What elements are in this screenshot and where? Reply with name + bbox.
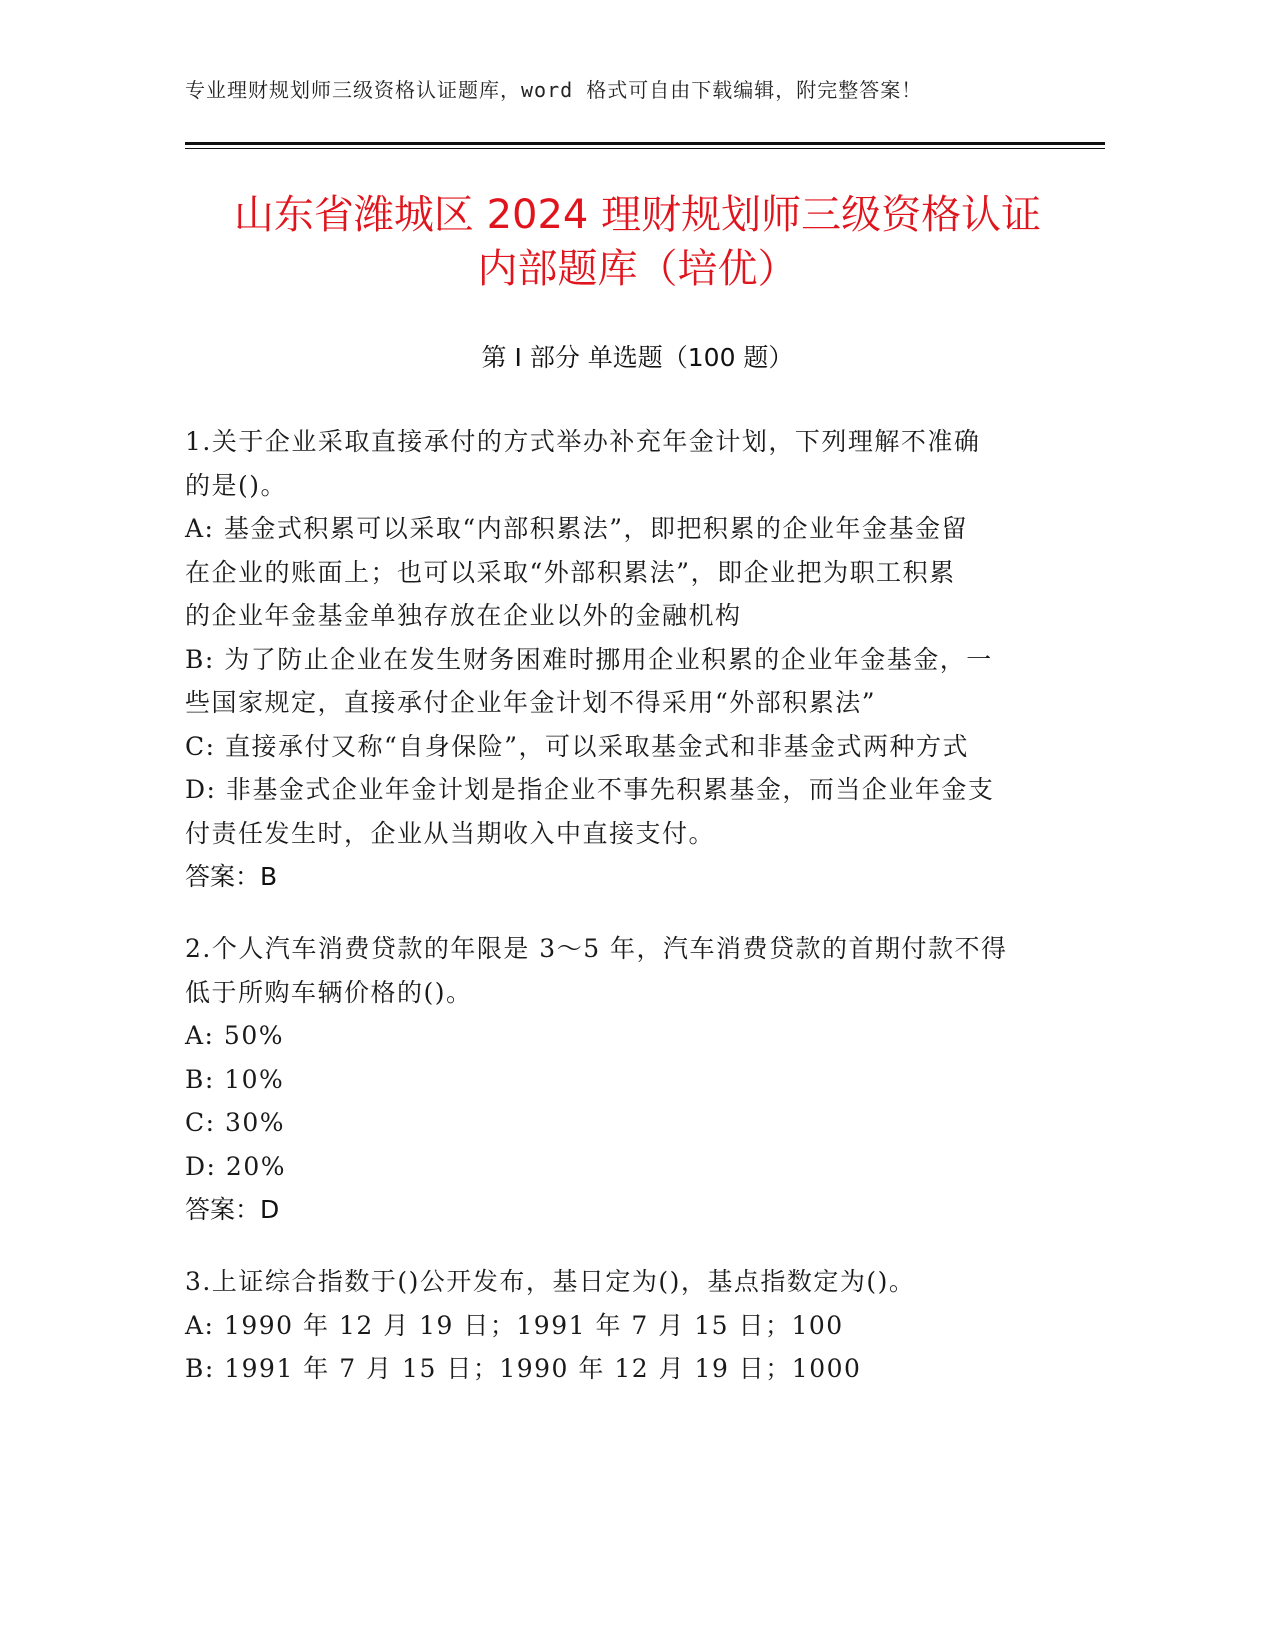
question-1-option-line-3: 的企业年金基金单独存放在企业以外的金融机构 [185, 601, 742, 630]
question-2-option-c: C: 30% [185, 1108, 286, 1137]
question-1-option-line-8: 付责任发生时，企业从当期收入中直接支付。 [185, 818, 716, 848]
question-1-answer: 答案：B [185, 862, 278, 891]
document-title [150, 188, 1125, 296]
question-2-option-a: A: 50% [185, 1021, 284, 1050]
question-1-stem-line-1: 1.关于企业采取直接承付的方式举办补充年金计划，下列理解不准确 [185, 427, 981, 456]
question-3 [185, 1260, 1065, 1391]
header-rule-thick [185, 142, 1105, 145]
question-1-option-line-1: A: 基金式积累可以采取“内部积累法”，即把积累的企业年金基金留 [185, 514, 968, 543]
header-rule-thin [185, 148, 1105, 149]
question-2 [185, 927, 1065, 1232]
question-2-stem-line-2: 低于所购车辆价格的()。 [185, 977, 473, 1007]
question-2-option-b: B: 10% [185, 1064, 285, 1094]
question-1 [185, 420, 1065, 899]
question-1-option-line-6: C: 直接承付又称“自身保险”，可以采取基金式和非基金式两种方式 [185, 731, 970, 761]
question-2-answer: 答案：D [185, 1195, 280, 1224]
question-3-stem-line-1: 3.上证综合指数于()公开发布，基日定为()，基点指数定为()。 [185, 1267, 916, 1296]
question-1-option-line-2: 在企业的账面上；也可以采取“外部积累法”，即企业把为职工积累 [185, 557, 956, 587]
question-3-option-a: A: 1990 年 12 月 19 日；1991 年 7 月 15 日；100 [185, 1310, 844, 1340]
section-heading: 第 I 部分 单选题（100 题） [481, 343, 794, 372]
document-title-line-2: 内部题库（培优） [477, 246, 798, 292]
question-1-stem-line-2: 的是()。 [185, 470, 288, 500]
question-1-option-line-7: D: 非基金式企业年金计划是指企业不事先积累基金，而当企业年金支 [185, 775, 995, 804]
question-3-option-b: B: 1991 年 7 月 15 日；1990 年 12 月 19 日；1000 [185, 1354, 862, 1383]
question-1-option-line-4: B: 为了防止企业在发生财务困难时挪用企业积累的企业年金基金，一 [185, 644, 993, 674]
document-title-line-1: 山东省潍城区 2024 理财规划师三级资格认证 [233, 192, 1042, 238]
question-2-option-d: D: 20% [185, 1151, 286, 1181]
question-1-option-line-5: 些国家规定，直接承付企业年金计划不得采用“外部积累法” [185, 688, 877, 717]
question-list [185, 420, 1065, 1419]
question-2-stem-line-1: 2.个人汽车消费贷款的年限是 3～5 年，汽车消费贷款的首期付款不得 [185, 934, 1008, 963]
header-note: 专业理财规划师三级资格认证题库，word 格式可自由下载编辑，附完整答案！ [185, 78, 923, 102]
